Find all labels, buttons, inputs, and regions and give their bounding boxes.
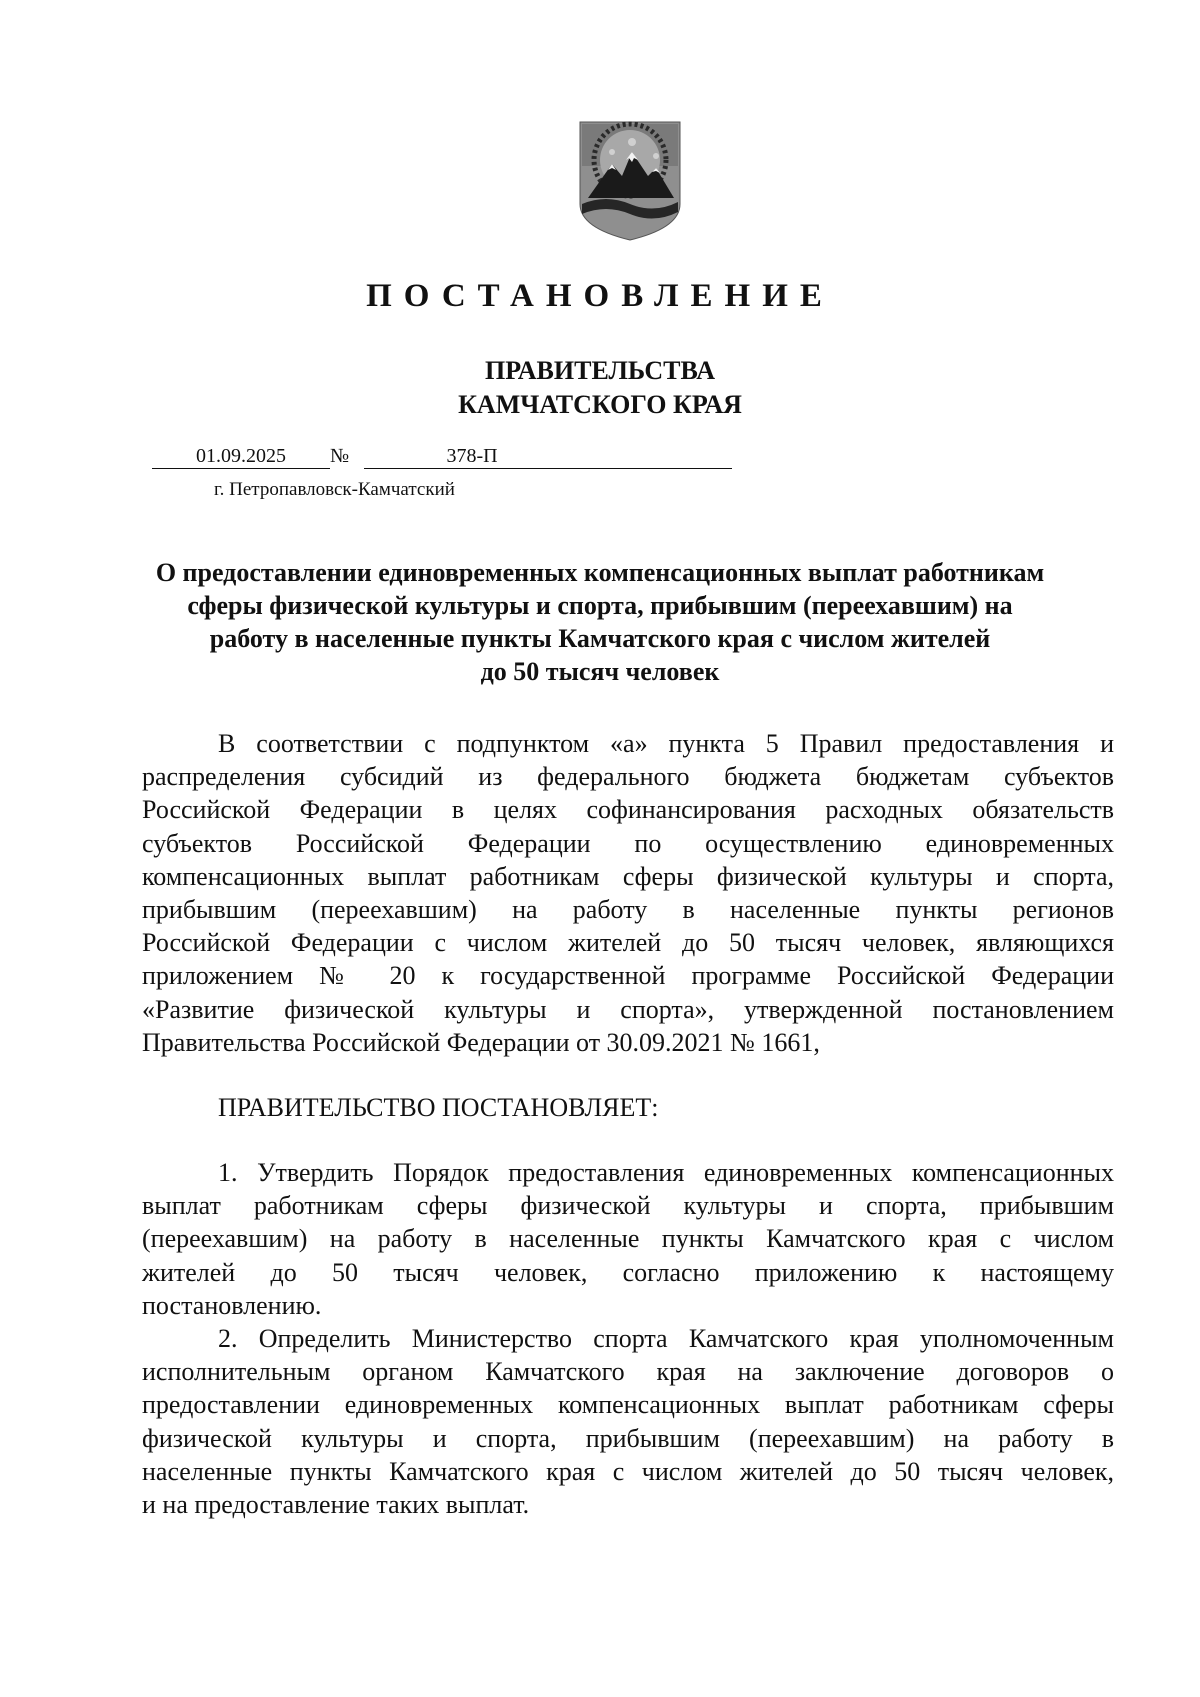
- text-line: выплат работникам сферы физической культуры и спорта, прибывшим: [142, 1191, 1114, 1221]
- text-line: субъектов Российской Федерации по осуществлению единовременных: [142, 828, 1114, 858]
- text-line: и на предоставление таких выплат.: [142, 1489, 530, 1519]
- preamble-paragraph: [142, 727, 1114, 1059]
- issuing-authority: [0, 354, 1200, 422]
- text-line: Российской Федерации в целях софинансирования расходных обязательств: [142, 795, 1114, 825]
- heading-line: до 50 тысяч человек: [480, 657, 720, 686]
- clause-2: [142, 1322, 1114, 1521]
- text-line: 2. Определить Министерство спорта Камчатского края уполномоченным: [218, 1324, 1114, 1353]
- document-number: 378-П: [364, 442, 732, 469]
- document-type-title: ПОСТАНОВЛЕНИЕ: [366, 278, 834, 314]
- text-line: физической культуры и спорта, прибывшим (переехавшим) на работу в: [142, 1423, 1114, 1453]
- text-line: Российской Федерации с числом жителей до 50 тысяч человек, являющихся: [142, 928, 1114, 958]
- authority-line: КАМЧАТСКОГО КРАЯ: [458, 390, 742, 419]
- text-line: постановлению.: [142, 1290, 322, 1320]
- clause-1: [142, 1156, 1114, 1322]
- heading-line: О предоставлении единовременных компенсационных выплат работникам: [155, 558, 1045, 587]
- kamchatka-coat-of-arms-icon: [576, 112, 684, 242]
- text-line: (переехавшим) на работу в населенные пункты Камчатского края с числом: [142, 1224, 1114, 1254]
- text-line: предоставлении единовременных компенсационных выплат работникам сферы: [142, 1390, 1114, 1420]
- decree-statement: ПРАВИТЕЛЬСТВО ПОСТАНОВЛЯЕТ:: [218, 1093, 659, 1122]
- text-line: жителей до 50 тысяч человек, согласно приложению к настоящему: [142, 1257, 1114, 1287]
- text-line: приложением № 20 к государственной программе Российской Федерации: [142, 961, 1114, 991]
- authority-line: ПРАВИТЕЛЬСТВА: [485, 356, 715, 385]
- heading-line: работу в населенные пункты Камчатского края с числом жителей: [209, 624, 991, 653]
- text-line: компенсационных выплат работникам сферы физической культуры и спорта,: [142, 861, 1114, 891]
- text-line: «Развитие физической культуры и спорта», утвержденной постановлением: [142, 994, 1114, 1024]
- document-heading: [100, 556, 1100, 688]
- text-line: 1. Утвердить Порядок предоставления единовременных компенсационных: [218, 1158, 1114, 1187]
- text-line: В соответствии с подпунктом «а» пункта 5 Правил предоставления и: [218, 729, 1114, 758]
- text-line: населенные пункты Камчатского края с числом жителей до 50 тысяч человек,: [142, 1456, 1114, 1486]
- issue-city: г. Петропавловск-Камчатский: [214, 479, 455, 500]
- text-line: Правительства Российской Федерации от 30.09.2021 № 1661,: [142, 1027, 820, 1057]
- heading-line: сферы физической культуры и спорта, прибывшим (переехавшим) на: [187, 591, 1013, 620]
- document-date: 01.09.2025: [152, 442, 330, 469]
- text-line: прибывшим (переехавшим) на работу в населенные пункты регионов: [142, 894, 1114, 924]
- text-line: исполнительным органом Камчатского края на заключение договоров о: [142, 1357, 1114, 1387]
- number-sign: №: [330, 445, 350, 467]
- text-line: распределения субсидий из федерального бюджета бюджетам субъектов: [142, 762, 1114, 792]
